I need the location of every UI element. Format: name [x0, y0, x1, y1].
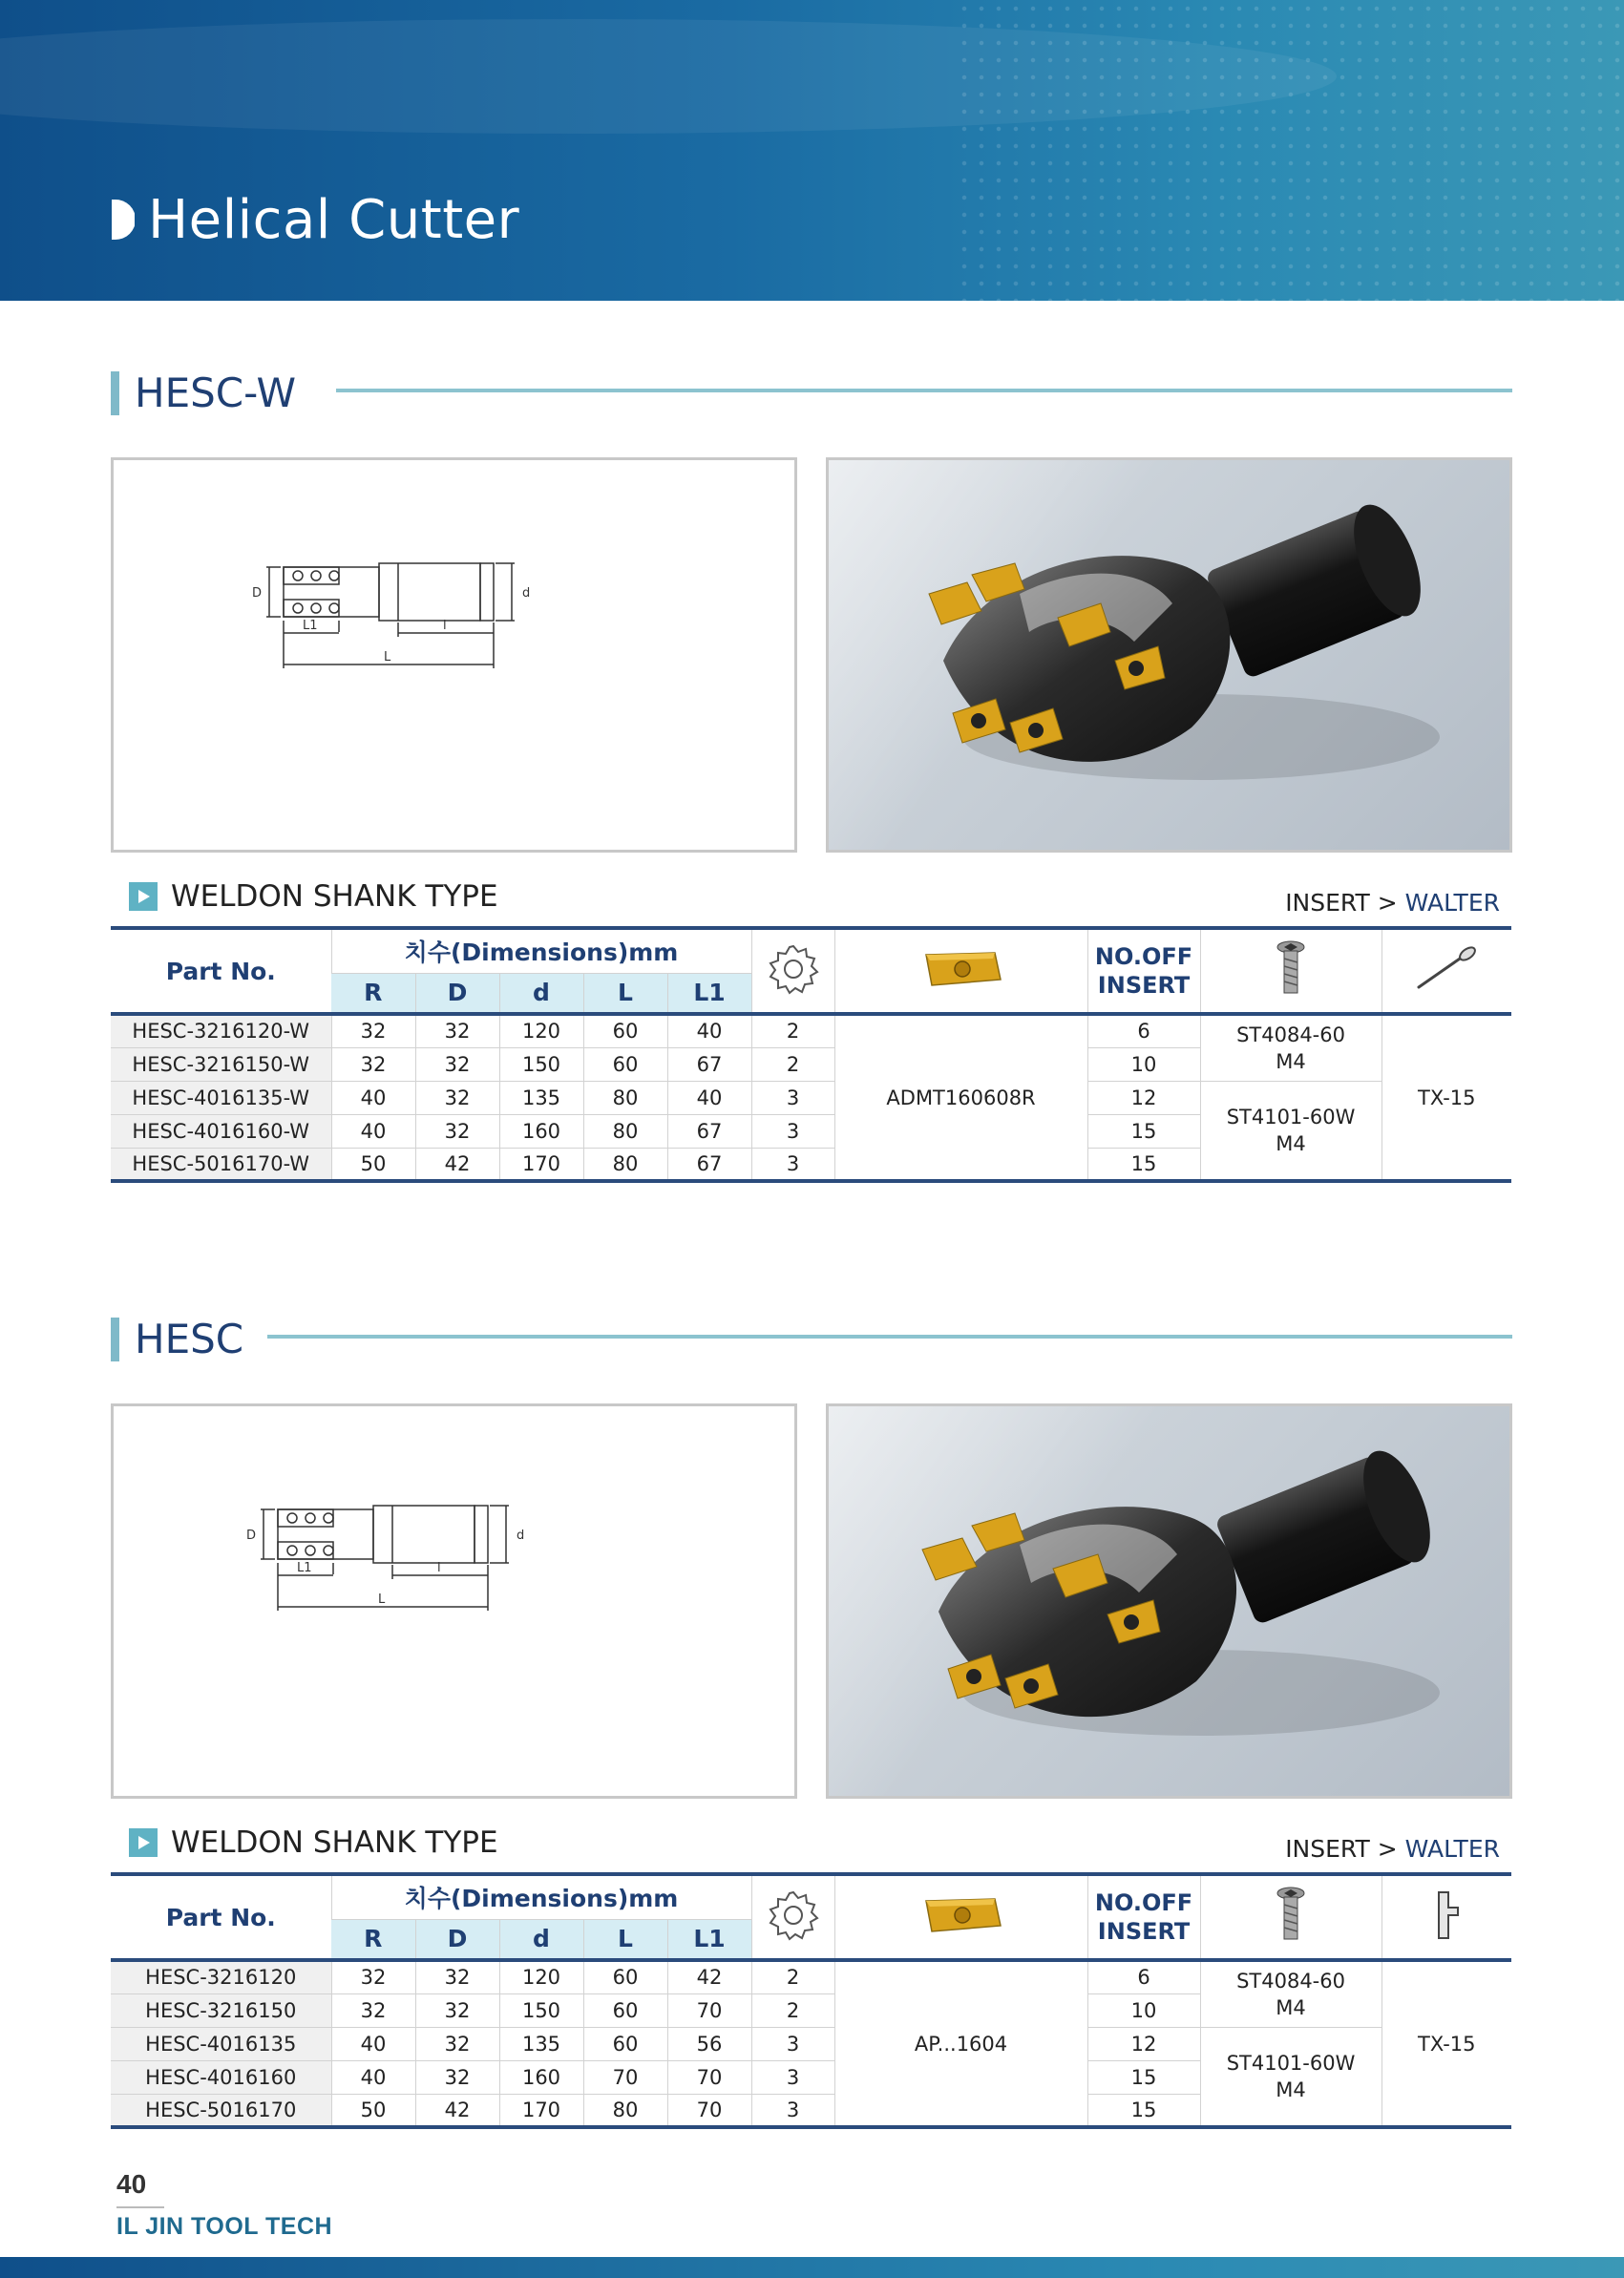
col-L: L — [583, 1919, 667, 1960]
cell-L: 80 — [583, 1148, 667, 1181]
cell-no-insert: 10 — [1087, 1047, 1200, 1081]
play-triangle-icon — [129, 882, 158, 911]
cell-d: 160 — [499, 1114, 583, 1148]
cell-no-insert: 15 — [1087, 2094, 1200, 2127]
drawing-label-L: L — [384, 650, 391, 664]
screw-icon — [1275, 939, 1307, 999]
cell-D: 32 — [415, 1081, 499, 1114]
screw-icon — [1275, 1886, 1307, 1945]
col-no-off-insert — [1087, 1874, 1200, 1960]
cell-key: TX-15 — [1381, 1014, 1511, 1181]
section-title: HESC — [135, 1316, 244, 1362]
screw-b-size: M4 — [1276, 1131, 1306, 1155]
cell-R: 40 — [331, 2027, 415, 2060]
insert-label: INSERT — [1285, 1835, 1370, 1863]
screw-a-code: ST4084-60 — [1236, 1023, 1345, 1046]
cell-part-no: HESC-4016135-W — [111, 1081, 331, 1114]
cell-L1: 70 — [667, 1993, 751, 2027]
col-L1: L1 — [667, 1919, 751, 1960]
cell-key: TX-15 — [1381, 1960, 1511, 2127]
cell-part-no: HESC-4016160-W — [111, 1114, 331, 1148]
cell-no-insert: 6 — [1087, 1014, 1200, 1047]
col-insert — [834, 928, 1087, 1014]
section-rule — [336, 389, 1512, 392]
cell-teeth: 2 — [751, 1960, 834, 1993]
cell-part-no: HESC-3216150-W — [111, 1047, 331, 1081]
insert-brand-line — [1285, 1835, 1500, 1863]
company-name: IL JIN TOOL TECH — [116, 2213, 333, 2240]
col-dimensions: 치수(Dimensions)mm — [331, 928, 751, 973]
cell-R: 32 — [331, 1014, 415, 1047]
cell-D: 42 — [415, 1148, 499, 1181]
cell-no-insert: 12 — [1087, 1081, 1200, 1114]
cell-R: 50 — [331, 2094, 415, 2127]
screw-a-size: M4 — [1276, 1995, 1306, 2019]
cell-no-insert: 12 — [1087, 2027, 1200, 2060]
gear-icon — [765, 1887, 822, 1944]
screw-a-code: ST4084-60 — [1236, 1969, 1345, 1993]
technical-drawing — [114, 460, 794, 850]
cell-teeth: 3 — [751, 2060, 834, 2094]
subheading-weldon-shank — [129, 1825, 498, 1860]
cell-teeth: 3 — [751, 1081, 834, 1114]
screw-b-size: M4 — [1276, 2078, 1306, 2101]
cell-L1: 70 — [667, 2094, 751, 2127]
cell-R: 40 — [331, 2060, 415, 2094]
cell-R: 50 — [331, 1148, 415, 1181]
page-number: 40 — [116, 2169, 147, 2199]
col-screw — [1200, 928, 1381, 1014]
table-row — [111, 2027, 1511, 2060]
col-insert-label: INSERT — [1097, 1918, 1191, 1945]
col-R: R — [331, 1919, 415, 1960]
insert-brand-line — [1285, 889, 1500, 917]
cell-d: 135 — [499, 1081, 583, 1114]
insert-separator: > — [1377, 1835, 1398, 1863]
half-circle-icon — [110, 198, 135, 242]
product-photo-panel — [826, 1403, 1512, 1799]
col-L: L — [583, 973, 667, 1014]
cell-L1: 56 — [667, 2027, 751, 2060]
cell-L: 60 — [583, 1993, 667, 2027]
header-band — [0, 0, 1624, 301]
cell-L: 80 — [583, 1081, 667, 1114]
spec-table-hesc — [111, 1872, 1511, 2129]
drawing-label-L: L — [378, 1592, 386, 1607]
col-no-off-label: NO.OFF — [1094, 943, 1193, 970]
cell-L1: 40 — [667, 1081, 751, 1114]
cell-D: 32 — [415, 2060, 499, 2094]
cell-D: 32 — [415, 1114, 499, 1148]
subheading-weldon-shank — [129, 879, 498, 914]
cell-D: 32 — [415, 1960, 499, 1993]
drawing-label-d: d — [522, 586, 531, 601]
cell-R: 32 — [331, 1047, 415, 1081]
cell-teeth: 3 — [751, 1114, 834, 1148]
torx-key-icon — [1413, 945, 1480, 993]
cell-no-insert: 6 — [1087, 1960, 1200, 1993]
cell-d: 120 — [499, 1014, 583, 1047]
technical-drawing — [114, 1406, 794, 1796]
section-rule — [267, 1335, 1512, 1339]
cell-part-no: HESC-5016170-W — [111, 1148, 331, 1181]
cell-part-no: HESC-4016135 — [111, 2027, 331, 2060]
cell-L: 70 — [583, 2060, 667, 2094]
table-row — [111, 1960, 1511, 1993]
col-teeth — [751, 928, 834, 1014]
cell-teeth: 3 — [751, 2027, 834, 2060]
insert-icon — [918, 945, 1004, 993]
cell-L1: 67 — [667, 1114, 751, 1148]
cell-screw-b — [1200, 2027, 1381, 2127]
cell-d: 170 — [499, 1148, 583, 1181]
cell-R: 32 — [331, 1993, 415, 2027]
cell-D: 32 — [415, 1014, 499, 1047]
table-row — [111, 1014, 1511, 1047]
section-heading-hesc-w — [111, 369, 296, 416]
col-L1: L1 — [667, 973, 751, 1014]
cell-part-no: HESC-3216120 — [111, 1960, 331, 1993]
cell-R: 40 — [331, 1081, 415, 1114]
cell-d: 150 — [499, 1993, 583, 2027]
footer-rule — [116, 2206, 164, 2208]
cell-D: 32 — [415, 1993, 499, 2027]
technical-drawing-panel — [111, 457, 797, 853]
subheading-text: WELDON SHANK TYPE — [171, 1825, 498, 1860]
page-title — [110, 186, 519, 253]
cell-L: 60 — [583, 1047, 667, 1081]
cell-screw-a — [1200, 1014, 1381, 1081]
col-no-off-insert — [1087, 928, 1200, 1014]
cell-L1: 40 — [667, 1014, 751, 1047]
col-key — [1381, 928, 1511, 1014]
table-row — [111, 1081, 1511, 1114]
cell-L: 60 — [583, 2027, 667, 2060]
technical-drawing-panel — [111, 1403, 797, 1799]
cell-no-insert: 15 — [1087, 2060, 1200, 2094]
torx-key-icon — [1427, 1888, 1466, 1942]
col-no-off-label: NO.OFF — [1094, 1889, 1193, 1916]
col-d: d — [499, 973, 583, 1014]
cell-teeth: 2 — [751, 1993, 834, 2027]
product-photo-panel — [826, 457, 1512, 853]
section-bar — [111, 371, 119, 415]
cell-L1: 70 — [667, 2060, 751, 2094]
cell-d: 150 — [499, 1047, 583, 1081]
drawing-label-L1: L1 — [303, 619, 318, 633]
drawing-label-l: l — [443, 619, 447, 633]
footer-band — [0, 2257, 1624, 2278]
cell-no-insert: 15 — [1087, 1114, 1200, 1148]
col-teeth — [751, 1874, 834, 1960]
col-insert — [834, 1874, 1087, 1960]
helical-cutter-photo — [829, 1406, 1509, 1796]
cell-R: 40 — [331, 1114, 415, 1148]
drawing-label-L1: L1 — [297, 1561, 312, 1575]
col-insert-label: INSERT — [1097, 972, 1191, 999]
screw-b-code: ST4101-60W — [1226, 1105, 1356, 1128]
col-d: d — [499, 1919, 583, 1960]
cell-teeth: 2 — [751, 1014, 834, 1047]
insert-label: INSERT — [1285, 889, 1370, 917]
col-key — [1381, 1874, 1511, 1960]
col-part-no: Part No. — [111, 928, 331, 1014]
cell-no-insert: 10 — [1087, 1993, 1200, 2027]
cell-D: 32 — [415, 1047, 499, 1081]
cell-no-insert: 15 — [1087, 1148, 1200, 1181]
drawing-label-D: D — [252, 586, 263, 601]
cell-teeth: 3 — [751, 2094, 834, 2127]
cell-screw-b — [1200, 1081, 1381, 1181]
gear-icon — [765, 940, 822, 998]
cell-R: 32 — [331, 1960, 415, 1993]
insert-brand-name: WALTER — [1404, 889, 1500, 917]
section-heading-hesc — [111, 1316, 243, 1362]
insert-brand-name: WALTER — [1404, 1835, 1500, 1863]
subheading-text: WELDON SHANK TYPE — [171, 879, 498, 914]
col-screw — [1200, 1874, 1381, 1960]
section-title: HESC-W — [135, 369, 297, 416]
cell-D: 42 — [415, 2094, 499, 2127]
section-bar — [111, 1318, 119, 1361]
insert-separator: > — [1377, 889, 1398, 917]
cell-teeth: 3 — [751, 1148, 834, 1181]
cell-d: 160 — [499, 2060, 583, 2094]
cell-D: 32 — [415, 2027, 499, 2060]
page-title-text: Helical Cutter — [148, 188, 520, 251]
col-dimensions: 치수(Dimensions)mm — [331, 1874, 751, 1919]
cell-L: 60 — [583, 1014, 667, 1047]
cell-L: 60 — [583, 1960, 667, 1993]
cell-L1: 67 — [667, 1148, 751, 1181]
play-triangle-icon — [129, 1828, 158, 1857]
cell-part-no: HESC-3216150 — [111, 1993, 331, 2027]
cell-L1: 67 — [667, 1047, 751, 1081]
spec-table-hesc-w — [111, 926, 1511, 1183]
col-R: R — [331, 973, 415, 1014]
cell-L: 80 — [583, 2094, 667, 2127]
header-dot-pattern — [956, 0, 1624, 301]
cell-part-no: HESC-5016170 — [111, 2094, 331, 2127]
cell-d: 120 — [499, 1960, 583, 1993]
insert-icon — [918, 1891, 1004, 1939]
col-D: D — [415, 973, 499, 1014]
drawing-label-D: D — [246, 1529, 257, 1543]
cell-insert: AP...1604 — [834, 1960, 1087, 2127]
helical-cutter-photo — [829, 460, 1509, 850]
cell-d: 135 — [499, 2027, 583, 2060]
cell-teeth: 2 — [751, 1047, 834, 1081]
col-D: D — [415, 1919, 499, 1960]
cell-L1: 42 — [667, 1960, 751, 1993]
cell-L: 80 — [583, 1114, 667, 1148]
drawing-label-l: l — [437, 1561, 441, 1575]
screw-a-size: M4 — [1276, 1049, 1306, 1073]
cell-screw-a — [1200, 1960, 1381, 2027]
screw-b-code: ST4101-60W — [1226, 2051, 1356, 2075]
drawing-label-d: d — [517, 1529, 525, 1543]
cell-part-no: HESC-3216120-W — [111, 1014, 331, 1047]
cell-part-no: HESC-4016160 — [111, 2060, 331, 2094]
col-part-no: Part No. — [111, 1874, 331, 1960]
cell-d: 170 — [499, 2094, 583, 2127]
cell-insert: ADMT160608R — [834, 1014, 1087, 1181]
